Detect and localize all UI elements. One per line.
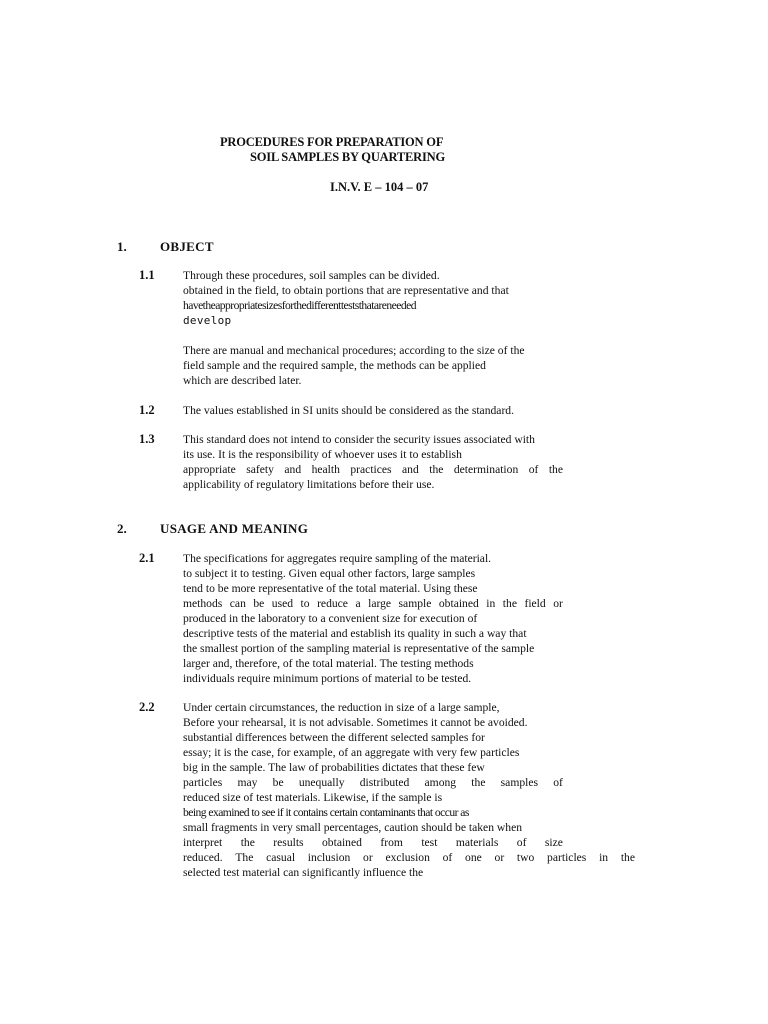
- text-line: Through these procedures, soil samples can be divided.: [183, 269, 440, 282]
- word: to: [300, 597, 310, 610]
- word: reduce: [317, 597, 348, 610]
- text-line: tend to be more representative of the total material. Using these: [183, 582, 478, 595]
- word: the: [502, 597, 517, 610]
- word: safety: [246, 463, 274, 476]
- standard-code: I.N.V. E – 104 – 07: [330, 180, 429, 194]
- word: health: [311, 463, 340, 476]
- word: particles: [183, 776, 223, 789]
- text-line: havetheappropriatesizesforthedifferentteststhatareneeded: [183, 299, 416, 312]
- word: or: [553, 597, 563, 610]
- word: the: [620, 851, 635, 864]
- word: results: [273, 836, 304, 849]
- word: one: [465, 851, 482, 864]
- section-1-title: OBJECT: [160, 239, 214, 254]
- text-line: applicability of regulatory limitations before their use.: [183, 478, 435, 491]
- text-line: which are described later.: [183, 374, 302, 387]
- word: the: [429, 463, 444, 476]
- word: materials: [455, 836, 499, 849]
- word: the: [548, 463, 563, 476]
- text-line: descriptive tests of the material and establish its quality in such a way that: [183, 627, 527, 640]
- word: of: [516, 836, 527, 849]
- document-title-line1: PROCEDURES FOR PREPARATION OF: [220, 135, 444, 149]
- text-line: Before your rehearsal, it is not advisable. Sometimes it cannot be avoided.: [183, 716, 528, 729]
- word: particles: [547, 851, 587, 864]
- word: the: [471, 776, 486, 789]
- text-line: individuals require minimum portions of material to be tested.: [183, 672, 472, 685]
- word: distributed: [359, 776, 410, 789]
- word: field: [524, 597, 546, 610]
- word: size: [544, 836, 563, 849]
- word: of: [442, 851, 453, 864]
- word: of: [553, 776, 563, 789]
- word: be: [253, 597, 265, 610]
- word: unequally: [298, 776, 345, 789]
- text-line: being examined to see if it contains certain contaminants that occur as: [183, 806, 469, 819]
- word: and: [284, 463, 302, 476]
- text-line: big in the sample. The law of probabilities dictates that these few: [183, 761, 485, 774]
- word: can: [229, 597, 246, 610]
- text-line: the smallest portion of the sampling material is representative of the sample: [183, 642, 535, 655]
- item-1-3-paragraph: [183, 432, 563, 492]
- text-line: field sample and the required sample, the methods can be applied: [183, 359, 486, 372]
- item-1-1-paragraph-1: [183, 268, 563, 328]
- text-line-justified: [183, 850, 635, 865]
- word: of: [528, 463, 539, 476]
- text-line: larger and, therefore, of the total material. The testing methods: [183, 657, 474, 670]
- text-line: obtained in the field, to obtain portions that are representative and that: [183, 284, 509, 297]
- text-line: its use. It is the responsibility of whoever uses it to establish: [183, 448, 462, 461]
- word: obtained: [322, 836, 362, 849]
- word: casual: [266, 851, 296, 864]
- item-1-3-number: 1.3: [139, 432, 155, 446]
- word: may: [237, 776, 258, 789]
- word: large: [368, 597, 392, 610]
- text-line: develop: [183, 314, 232, 327]
- word: obtained: [438, 597, 479, 610]
- item-1-1-number: 1.1: [139, 268, 155, 282]
- text-line-justified: [183, 462, 563, 477]
- item-2-1-paragraph: [183, 551, 563, 686]
- word: and: [402, 463, 419, 476]
- word: sample: [398, 597, 432, 610]
- item-1-2-number: 1.2: [139, 403, 155, 417]
- word: samples: [500, 776, 539, 789]
- word: reduced.: [183, 851, 223, 864]
- word: appropriate: [183, 463, 236, 476]
- item-1-1-paragraph-2: [183, 343, 563, 388]
- text-line: produced in the laboratory to a convenient size for execution of: [183, 612, 478, 625]
- word: The: [235, 851, 254, 864]
- text-line: selected test material can significantly influence the: [183, 866, 424, 879]
- word: or: [363, 851, 373, 864]
- word: practices: [350, 463, 392, 476]
- item-1-2-paragraph: [183, 403, 563, 418]
- word: interpret: [183, 836, 223, 849]
- word: methods: [183, 597, 223, 610]
- document-title-line2: SOIL SAMPLES BY QUARTERING: [250, 150, 445, 164]
- text-line: The specifications for aggregates require sampling of the material.: [183, 552, 492, 565]
- text-line: to subject it to testing. Given equal other factors, large samples: [183, 567, 476, 580]
- word: determination: [453, 463, 519, 476]
- word: among: [424, 776, 457, 789]
- word: a: [355, 597, 361, 610]
- word: be: [272, 776, 284, 789]
- word: test: [421, 836, 438, 849]
- word: from: [380, 836, 403, 849]
- item-2-2-number: 2.2: [139, 700, 155, 714]
- text-line: There are manual and mechanical procedures; according to the size of the: [183, 344, 525, 357]
- word: two: [516, 851, 535, 864]
- item-2-1-number: 2.1: [139, 551, 155, 565]
- word: used: [271, 597, 294, 610]
- text-line: small fragments in very small percentages, caution should be taken when: [183, 821, 523, 834]
- text-line: substantial differences between the different selected samples for: [183, 731, 485, 744]
- section-1-number: 1.: [117, 239, 127, 254]
- text-line-justified: [183, 775, 563, 790]
- text-line-justified: [183, 835, 563, 850]
- text-line: This standard does not intend to consider the security issues associated with: [183, 433, 535, 446]
- item-2-2-paragraph: [183, 700, 635, 880]
- text-line: reduced size of test materials. Likewise, if the sample is: [183, 791, 443, 804]
- section-2-number: 2.: [117, 521, 127, 536]
- word: exclusion: [385, 851, 430, 864]
- word: inclusion: [307, 851, 351, 864]
- text-line-justified: [183, 596, 563, 611]
- section-2-title: USAGE AND MEANING: [160, 521, 309, 536]
- word: the: [240, 836, 255, 849]
- word: or: [494, 851, 505, 864]
- text-line: essay; it is the case, for example, of an aggregate with very few particles: [183, 746, 520, 759]
- text-line: Under certain circumstances, the reduction in size of a large sample,: [183, 701, 500, 714]
- text-line: The values established in SI units should be considered as the standard.: [183, 404, 514, 417]
- word: in: [486, 597, 496, 610]
- word: in: [599, 851, 609, 864]
